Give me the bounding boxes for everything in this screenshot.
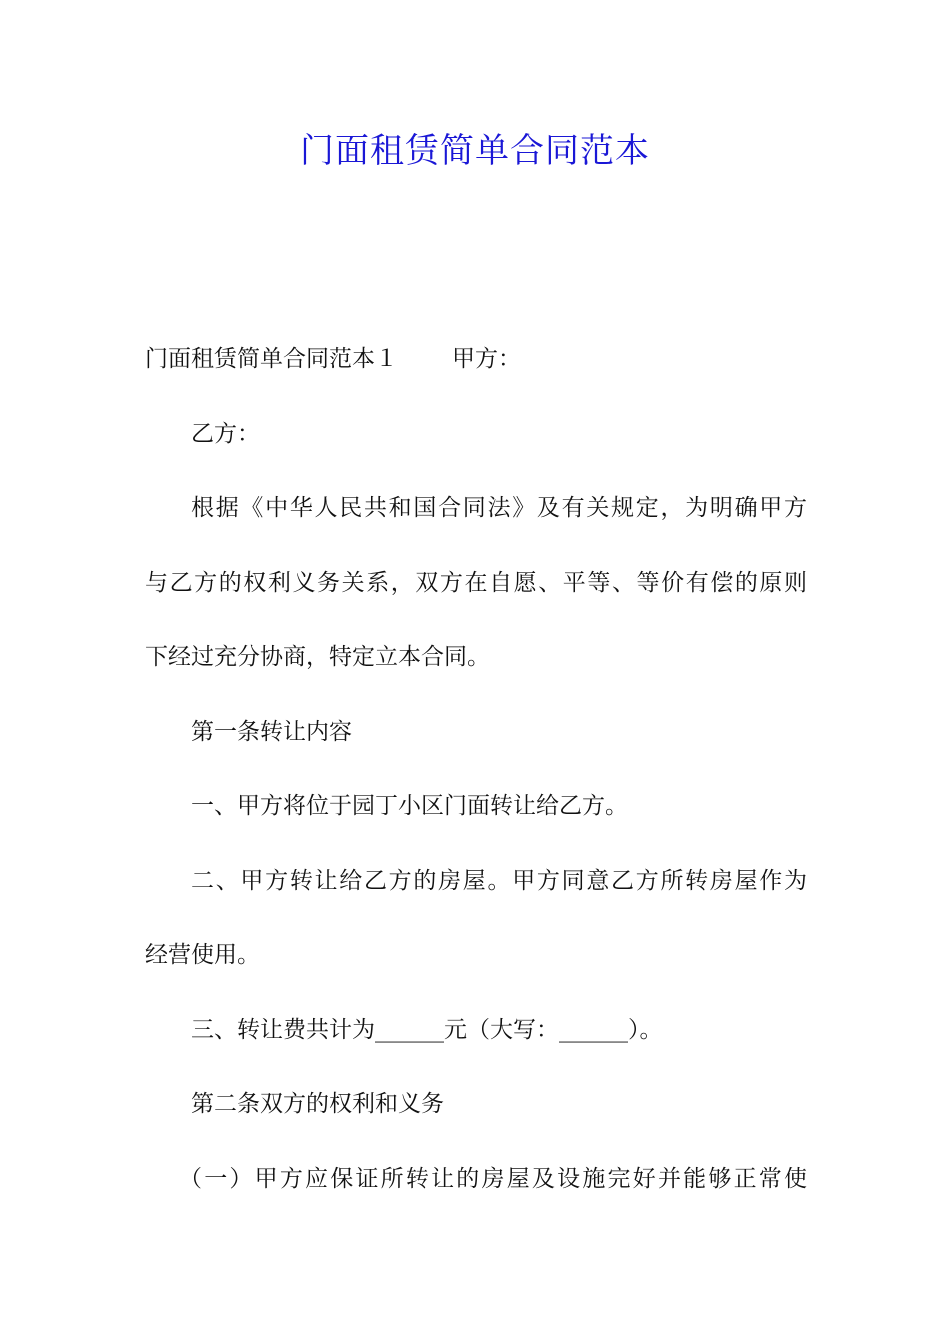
document-body [145, 337, 807, 1231]
article-heading: 第二条双方的权利和义务 [191, 1091, 444, 1117]
clause-line: 二、甲方转让给乙方的房屋。甲方同意乙方所转房屋作为 [191, 867, 807, 894]
document-line [145, 337, 807, 412]
clause-line: 一、甲方将位于园丁小区门面转让给乙方。 [191, 793, 628, 819]
document-title: 门面租赁简单合同范本 [300, 131, 650, 171]
clause-line: （一）甲方应保证所转让的房屋及设施完好并能够正常使 [179, 1165, 807, 1192]
paragraph-line: 下经过充分协商，特定立本合同。 [145, 644, 490, 670]
clause-line: 三、转让费共计为______元（大写：______）。 [191, 1016, 663, 1043]
paragraph-line: 根据《中华人民共和国合同法》及有关规定，为明确甲方 [191, 495, 807, 521]
clause-line: 经营使用。 [145, 942, 260, 968]
paragraph-line: 与乙方的权利义务关系，双方在自愿、平等、等价有偿的原则 [145, 569, 807, 596]
article-heading: 第一条转让内容 [191, 718, 352, 745]
document-heading-inline: 门面租赁简单合同范本１ [145, 346, 398, 372]
party-b-label: 乙方： [191, 420, 260, 447]
party-a-label: 甲方： [452, 346, 521, 372]
